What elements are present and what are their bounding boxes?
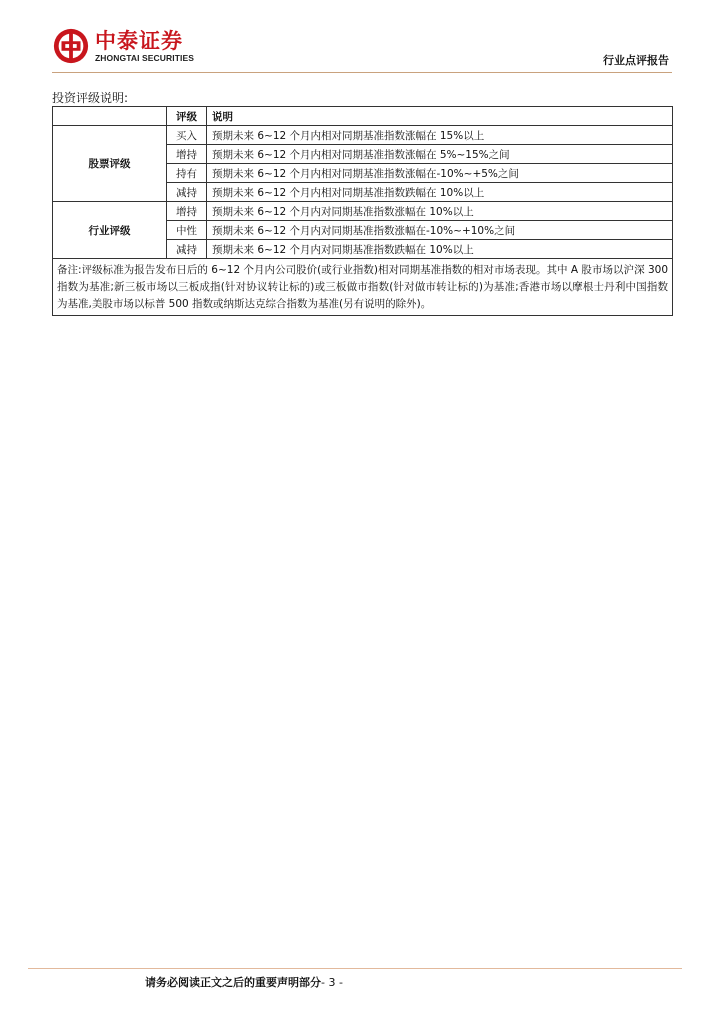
table-header-row <box>53 107 673 126</box>
table-row <box>53 202 673 221</box>
rating-level: 买入 <box>167 126 207 145</box>
table-header-empty <box>53 107 167 126</box>
column-header-description: 说明 <box>207 107 673 126</box>
rating-description: 预期未来 6~12 个月内相对同期基准指数涨幅在 5%~15%之间 <box>207 145 673 164</box>
rating-description: 预期未来 6~12 个月内相对同期基准指数跌幅在 10%以上 <box>207 183 673 202</box>
rating-level: 中性 <box>167 221 207 240</box>
rating-description: 预期未来 6~12 个月内对同期基准指数跌幅在 10%以上 <box>207 240 673 259</box>
page-number: - 3 - <box>321 976 343 989</box>
logo-chinese-name: 中泰证券 <box>95 29 183 53</box>
rating-description: 预期未来 6~12 个月内对同期基准指数涨幅在-10%~+10%之间 <box>207 221 673 240</box>
group-industry-rating: 行业评级 <box>53 202 167 259</box>
footer-divider <box>28 968 682 969</box>
company-logo <box>52 27 194 65</box>
header-divider <box>52 72 672 73</box>
rating-level: 减持 <box>167 183 207 202</box>
group-stock-rating: 股票评级 <box>53 126 167 202</box>
table-row <box>53 126 673 145</box>
rating-level: 持有 <box>167 164 207 183</box>
column-header-rating: 评级 <box>167 107 207 126</box>
rating-legend-title: 投资评级说明: <box>52 91 129 105</box>
rating-level: 减持 <box>167 240 207 259</box>
rating-level: 增持 <box>167 145 207 164</box>
rating-description: 预期未来 6~12 个月内相对同期基准指数涨幅在-10%~+5%之间 <box>207 164 673 183</box>
rating-table <box>52 106 673 316</box>
zhongtai-logo-icon <box>52 27 90 65</box>
footer-disclaimer: 请务必阅读正文之后的重要声明部分 <box>145 976 321 989</box>
rating-description: 预期未来 6~12 个月内对同期基准指数涨幅在 10%以上 <box>207 202 673 221</box>
rating-description: 预期未来 6~12 个月内相对同期基准指数涨幅在 15%以上 <box>207 126 673 145</box>
page-footer <box>145 974 343 990</box>
table-note-row <box>53 259 673 316</box>
report-type-label: 行业点评报告 <box>603 54 669 67</box>
rating-note: 备注:评级标准为报告发布日后的 6~12 个月内公司股价(或行业指数)相对同期基准指数的相对市场表现。其中 A 股市场以沪深 300 指数为基准;新三板市场以三板成指(针对协议转让标的)或三板做市指数(针对做市转让标的)为基准;香港市场以摩根士丹利中国指数为基准,美股市场以标普 500 指数或纳斯达克综合指数为基准(另有说明的除外)。 <box>53 259 673 316</box>
rating-level: 增持 <box>167 202 207 221</box>
logo-english-name: ZHONGTAI SECURITIES <box>95 53 195 63</box>
